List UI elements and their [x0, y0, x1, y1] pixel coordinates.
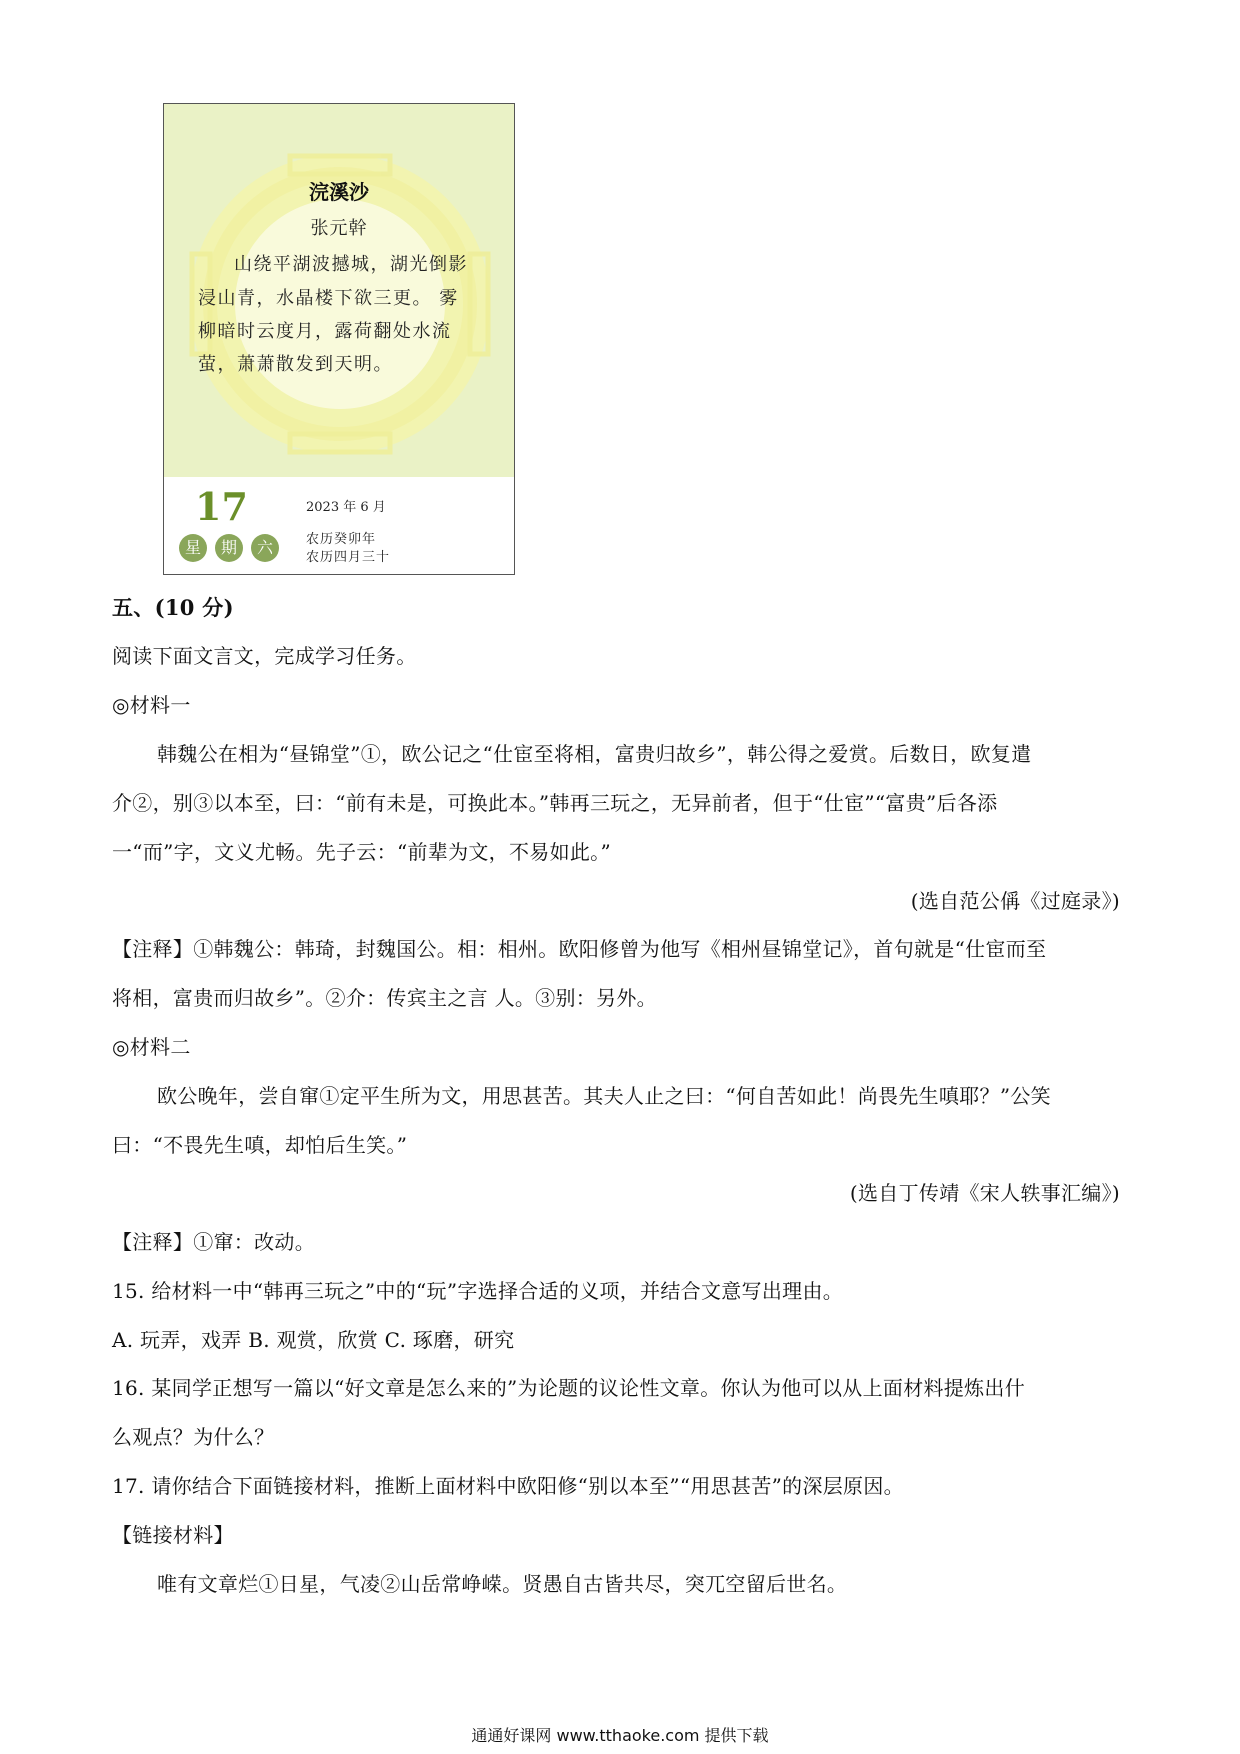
material1-note: 【注释】①韩魏公：韩琦，封魏国公。相：相州。欧阳修曾为他写《相州昼锦堂记》，首句就是“仕宦而至 — [112, 937, 1047, 961]
material2-note: 【注释】①窜：改动。 — [112, 1230, 315, 1254]
poem-author: 张元幹 — [310, 218, 368, 239]
link-material-text: 唯有文章烂①日星，气凌②山岳常峥嵘。贤愚自古皆共尽，突兀空留后世名。 — [157, 1572, 848, 1596]
material2-line: 欧公晚年，尝自窜①定平生所为文，用思甚苦。其夫人止之曰：“何自苦如此！尚畏先生嗔耶？”公笑 — [157, 1084, 1051, 1108]
question-16: 16. 某同学正想写一篇以“好文章是怎么来的”为论题的议论性文章。你认为他可以从上面材料提炼出什 — [112, 1376, 1026, 1400]
calendar-card — [163, 103, 515, 575]
material2-line: 曰：“不畏先生嗔，却怕后生笑。” — [112, 1133, 408, 1157]
question-15: 15. 给材料一中“韩再三玩之”中的“玩”字选择合适的义项，并结合文意写出理由。 — [112, 1279, 844, 1303]
poem-line: 柳暗时云度月，露荷翻处水流 — [198, 321, 452, 342]
material1-source: (选自范公偁《过庭录》) — [910, 889, 1120, 913]
question-16: 么观点？为什么？ — [112, 1425, 275, 1449]
calendar-lunar-year: 农历癸卯年 — [306, 532, 377, 547]
weekday-char: 星 — [179, 534, 207, 562]
calendar-lunar-date: 农历四月三十 — [306, 550, 391, 565]
material1-label: ◎材料一 — [112, 693, 191, 717]
material1-line: 韩魏公在相为“昼锦堂”①，欧公记之“仕宦至将相，富贵归故乡”，韩公得之爱赏。后数日，欧复遣 — [157, 742, 1032, 766]
question-17: 17. 请你结合下面链接材料，推断上面材料中欧阳修“别以本至”“用思甚苦”的深层原因。 — [112, 1474, 904, 1498]
poem-line: 萤，萧萧散发到天明。 — [198, 354, 393, 375]
poem-title: 浣溪沙 — [309, 180, 369, 204]
material1-line: 一“而”字，文义尤畅。先子云：“前辈为文，不易如此。” — [112, 840, 611, 864]
link-material-label: 【链接材料】 — [112, 1523, 234, 1547]
material2-source: (选自丁传靖《宋人轶事汇编》) — [849, 1181, 1120, 1205]
material1-note: 将相，富贵而归故乡”。②介：传宾主之言 人。③别：另外。 — [112, 986, 657, 1010]
poem-line: 浸山青，水晶楼下欲三更。 雾 — [198, 288, 459, 309]
calendar-day: 17 — [195, 484, 248, 529]
section-heading: 五、(10 分) — [112, 595, 234, 620]
poem-line: 山绕平湖波撼城，湖光倒影 — [234, 254, 468, 275]
instruction: 阅读下面文言文，完成学习任务。 — [112, 644, 417, 668]
page-footer: 通通好课网 www.tthaoke.com 提供下载 — [471, 1726, 769, 1745]
weekday-char: 六 — [251, 534, 279, 562]
calendar-year-month: 2023 年 6 月 — [306, 500, 386, 515]
question-15-options: A. 玩弄，戏弄 B. 观赏，欣赏 C. 琢磨，研究 — [112, 1328, 515, 1352]
weekday-char: 期 — [215, 534, 243, 562]
material2-label: ◎材料二 — [112, 1035, 191, 1059]
material1-line: 介②，别③以本至，曰：“前有未是，可换此本。”韩再三玩之，无异前者，但于“仕宦”“富贵”后各添 — [112, 791, 998, 815]
